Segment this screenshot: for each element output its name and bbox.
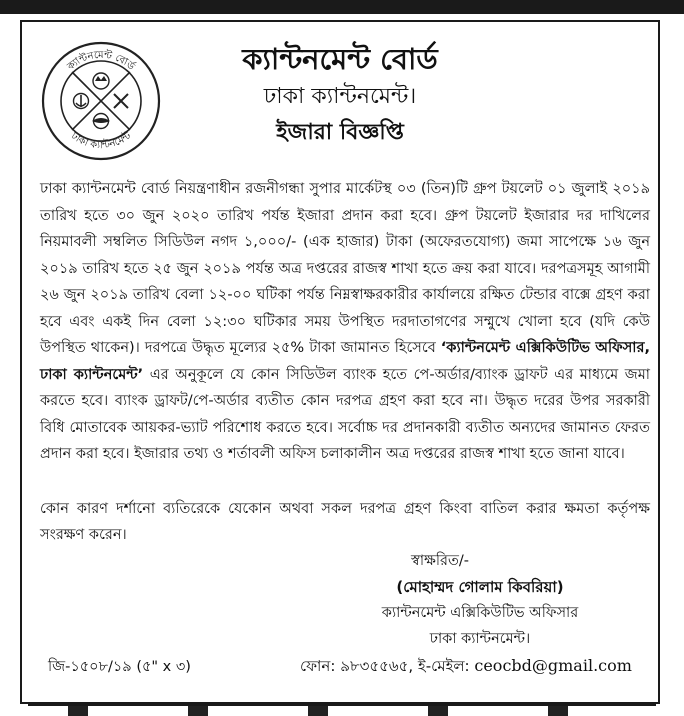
body-part-1: ঢাকা ক্যান্টনমেন্ট বোর্ড নিয়ন্ত্রণাধীন রজনীগন্ধা সুপার মার্কেটস্থ ০৩ (তিন)টি গ্রুপ টয়লেট ০১ জুলাই ২০১৯ তারিখ হতে ৩০ জুন ২০২০ তারিখ পর্যন্ত ইজারা প্রদান করা হবে। গ্রুপ টয়লেট ইজারার দর দাখিলের নিয়মাবলী সম্বলিত সিডিউল নগদ ১,০০০/- (এক হাজার) টাকা (অফেরতযোগ্য) জমা সাপেক্ষে ১৬ জুন ২০১৯ তারিখ হতে ২৫ জুন ২০১৯ পর্যন্ত অত্র দপ্তরের রাজস্ব শাখা হতে ক্রয় করা যাবে। দরপত্রসমূহ আগামী ২৬ জুন ২০১৯ তারিখ বেলা ১২-০০ ঘটিকা পর্যন্ত নিম্নস্বাক্ষরকারীর কার্যালয়ে রক্ষিত টেন্ডার বাক্সে গ্রহণ করা হবে এবং একই দিন বেলা ১২:৩০ ঘটিকার সময় উপস্থিত দরদাতাগণের সম্মুখে খোলা হবে (যদি কেউ উপস্থিত থাকেন)। দরপত্রে উদ্ধৃত মূল্যের ২৫% টাকা জামানত হিসেবে — [40, 181, 650, 356]
notice-header — [170, 40, 510, 148]
wings-emblem-icon — [92, 114, 110, 129]
email-address[interactable]: ceocbd@gmail.com — [474, 656, 632, 675]
phone-number: ৯৮৩৫৫৬৫ — [340, 657, 409, 675]
crossed-swords-icon — [114, 94, 128, 108]
reference-code: জি-১৫০৮/১৯ (৫" x ৩) — [48, 659, 191, 675]
signatory-designation: ক্যান্টনমেন্ট এক্সিকিউটিভ অফিসার — [381, 605, 579, 621]
seal-top-text: ক্যান্টনমেন্ট বোর্ড — [65, 49, 137, 73]
top-border-bar — [0, 0, 684, 14]
anchor-emblem-icon — [74, 94, 89, 109]
bottom-border-strip — [28, 704, 656, 716]
email-label: ই-মেইল: — [417, 657, 470, 675]
phone-label: ফোন: — [300, 657, 336, 675]
signatory-office: ঢাকা ক্যান্টনমেন্ট। — [429, 631, 531, 647]
signed-label: স্বাক্ষরিত/- — [411, 553, 469, 569]
svg-text:ঢাকা ক্যান্টনমেন্ট — [68, 130, 133, 152]
body-part-2: এর অনুকূলে যে কোন সিডিউল ব্যাংক হতে পে-অর্ডার/ব্যাংক ড্রাফট এর মাধ্যমে জমা করতে হবে। ব্যাংক ড্রাফট/পে-অর্ডার ব্যতীত কোন দরপত্র গ্রহণ করা হবে না। উদ্ধৃত দরের উপর সরকারী বিধি মোতাবেক আয়কর-ভ্যাট পরিশোধ করতে হবে। সর্বোচ্চ দর প্রদানকারী ব্যতীত অন্যদের জামানত ফেরত প্রদান করা হবে। ইজারার তথ্য ও শর্তাবলী অফিস চলাকালীন অত্র দপ্তরের রাজস্ব শাখা হতে জানা যাবে। — [40, 366, 651, 462]
cantonment-board-seal-icon — [40, 40, 162, 162]
signatory-name: (মোহাম্মদ গোলাম কিবরিয়া) — [396, 578, 564, 596]
board-title: ক্যান্টনমেন্ট বোর্ড — [242, 42, 438, 76]
place-name: ঢাকা ক্যান্টনমেন্ট। — [263, 84, 417, 109]
notice-body — [40, 176, 650, 468]
crown-emblem-icon — [93, 73, 109, 89]
notice-type: ইজারা বিজ্ঞপ্তি — [276, 120, 404, 145]
body-highlight: ‘ক্যান্টনমেন্ট এক্সিকিউটিভ অফিসার, ঢাকা ক্যান্টনমেন্ট’ — [40, 340, 650, 383]
contact-line: ফোন: ৯৮৩৫৫৬৫, ই-মেইল: ceocbd@gmail.com — [300, 656, 632, 675]
seal-bottom-text: ঢাকা ক্যান্টনমেন্ট — [68, 130, 134, 152]
rights-note: কোন কারণ দর্শানো ব্যতিরেকে যেকোন অথবা সকল দরপত্র গ্রহণ কিংবা বাতিল করার ক্ষমতা কর্তৃপক্ষ সংরক্ষণ করেন। — [40, 501, 650, 543]
